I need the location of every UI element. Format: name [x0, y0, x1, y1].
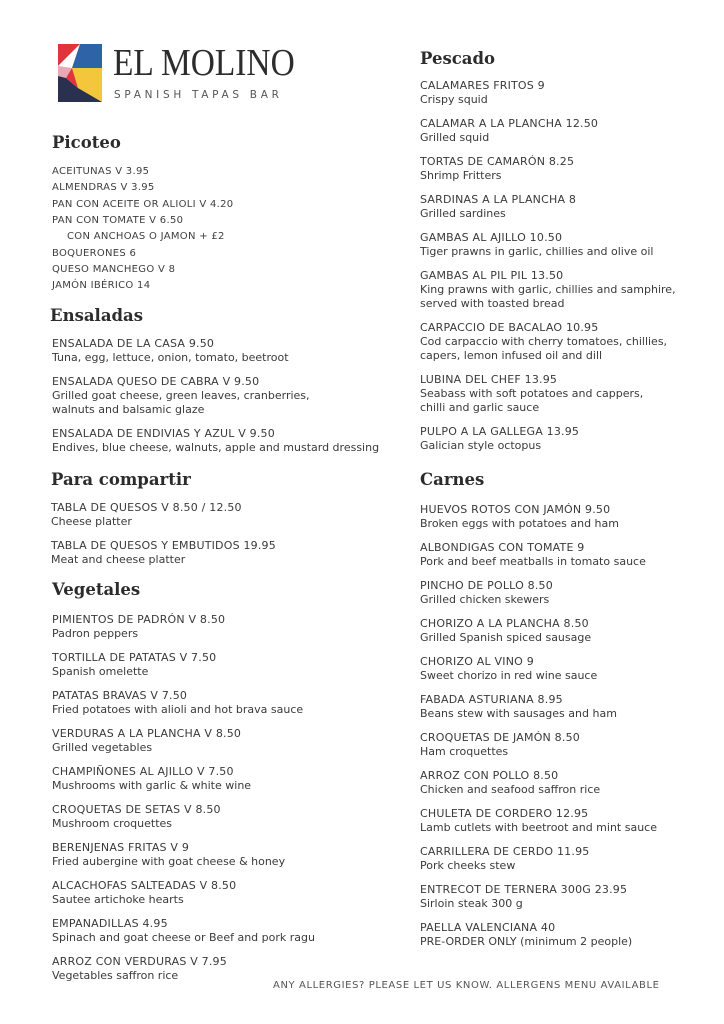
section-picoteo — [52, 134, 233, 295]
item-description: Tuna, egg, lettuce, onion, tomato, beetroot — [52, 351, 289, 365]
menu-item — [420, 731, 690, 759]
item-name: CALAMAR A LA PLANCHA 12.50 — [420, 117, 599, 131]
item-name: PULPO A LA GALLEGA 13.95 — [420, 425, 580, 439]
menu-item — [420, 321, 688, 363]
menu-item — [420, 193, 688, 221]
item-name: FABADA ASTURIANA 8.95 — [420, 693, 563, 707]
menu-item — [420, 883, 690, 911]
allergies-notice: ANY ALLERGIES? PLEASE LET US KNOW. ALLERGENS MENU AVAILABLE — [273, 980, 660, 991]
menu-item — [420, 425, 688, 453]
menu-item — [420, 579, 690, 607]
item-name: HUEVOS ROTOS CON JAMÓN 9.50 — [420, 503, 611, 517]
item-name: ENSALADA DE LA CASA 9.50 — [52, 337, 215, 351]
item-name: GAMBAS AL AJILLO 10.50 — [420, 231, 563, 245]
item-description: Endives, blue cheese, walnuts, apple and mustard dressing — [52, 441, 380, 455]
item-description: PRE-ORDER ONLY (minimum 2 people) — [420, 935, 633, 949]
item-description: Tiger prawns in garlic, chillies and olive oil — [420, 245, 654, 259]
item-name: CHORIZO A LA PLANCHA 8.50 — [420, 617, 589, 631]
section-title: Carnes — [420, 470, 485, 489]
menu-item — [420, 269, 688, 311]
item-description: King prawns with garlic, chillies and samphire, served with toasted bread — [420, 283, 676, 311]
menu-item — [52, 427, 390, 455]
menu-item — [52, 613, 392, 641]
menu-item — [420, 617, 690, 645]
menu-item — [420, 921, 690, 949]
item-name: CALAMARES FRITOS 9 — [420, 79, 545, 93]
menu-item — [52, 955, 392, 983]
section-title: Vegetales — [52, 580, 141, 599]
brand-name: EL MOLINO — [113, 42, 295, 84]
menu-item — [52, 727, 392, 755]
item-description: Broken eggs with potatoes and ham — [420, 517, 619, 531]
menu-item — [420, 117, 688, 145]
item-description: Pork cheeks stew — [420, 859, 516, 873]
item-name: GAMBAS AL PIL PIL 13.50 — [420, 269, 564, 283]
item-name: CHULETA DE CORDERO 12.95 — [420, 807, 589, 821]
item-name: TABLA DE QUESOS Y EMBUTIDOS 19.95 — [51, 539, 276, 553]
item-name: CROQUETAS DE JAMÓN 8.50 — [420, 731, 580, 745]
menu-item — [52, 879, 392, 907]
menu-item — [52, 841, 392, 869]
item-description: Pork and beef meatballs in tomato sauce — [420, 555, 646, 569]
menu-item: PAN CON ACEITE OR ALIOLI V 4.20 — [52, 198, 234, 210]
menu-item — [52, 803, 392, 831]
menu-item: QUESO MANCHEGO V 8 — [52, 263, 176, 275]
item-name: SARDINAS A LA PLANCHA 8 — [420, 193, 577, 207]
section-title: Picoteo — [52, 133, 121, 152]
item-name: TORTILLA DE PATATAS V 7.50 — [52, 651, 217, 665]
item-description: Grilled chicken skewers — [420, 593, 550, 607]
menu-item — [52, 375, 352, 417]
item-description: Chicken and seafood saffron rice — [420, 783, 601, 797]
item-name: ENSALADA DE ENDIVIAS Y AZUL V 9.50 — [52, 427, 275, 441]
item-name: PINCHO DE POLLO 8.50 — [420, 579, 553, 593]
menu-item — [420, 845, 690, 873]
item-description: Cod carpaccio with cherry tomatoes, chillies, capers, lemon infused oil and dill — [420, 335, 668, 363]
section-para-compartir — [51, 471, 391, 577]
menu-item — [420, 541, 690, 569]
item-name: PATATAS BRAVAS V 7.50 — [52, 689, 188, 703]
item-name: BERENJENAS FRITAS V 9 — [52, 841, 190, 855]
item-description: Fried aubergine with goat cheese & honey — [52, 855, 286, 869]
menu-item — [420, 373, 688, 415]
menu-item — [51, 539, 391, 567]
item-name: CHORIZO AL VINO 9 — [420, 655, 534, 669]
menu-item: BOQUERONES 6 — [52, 247, 137, 259]
item-name: TORTAS DE CAMARÓN 8.25 — [420, 155, 575, 169]
item-name: ARROZ CON VERDURAS V 7.95 — [52, 955, 227, 969]
item-name: ENTRECOT DE TERNERA 300G 23.95 — [420, 883, 628, 897]
item-description: Ham croquettes — [420, 745, 509, 759]
menu-item — [420, 693, 690, 721]
item-description: Spanish omelette — [52, 665, 149, 679]
item-description: Beans stew with sausages and ham — [420, 707, 617, 721]
menu-item — [420, 155, 688, 183]
menu-item — [420, 79, 688, 107]
item-name: TABLA DE QUESOS V 8.50 / 12.50 — [51, 501, 242, 515]
brand-tagline: SPANISH TAPAS BAR — [114, 89, 283, 101]
menu-item: JAMÓN IBÉRICO 14 — [52, 280, 151, 292]
section-title: Ensaladas — [50, 306, 144, 325]
section-vegetales — [52, 581, 392, 993]
item-name: ALCACHOFAS SALTEADAS V 8.50 — [52, 879, 237, 893]
menu-item — [52, 337, 390, 365]
section-title: Para compartir — [51, 470, 191, 489]
item-description: Sautee artichoke hearts — [52, 893, 184, 907]
section-carnes — [420, 471, 690, 959]
item-name: EMPANADILLAS 4.95 — [52, 917, 168, 931]
item-description: Grilled sardines — [420, 207, 506, 221]
menu-item — [52, 917, 392, 945]
item-name: CARRILLERA DE CERDO 11.95 — [420, 845, 590, 859]
item-description: Mushroom croquettes — [52, 817, 173, 831]
menu-item — [52, 651, 392, 679]
menu-item: PAN CON TOMATE V 6.50 — [52, 215, 184, 227]
item-description: Grilled goat cheese, green leaves, cranberries, walnuts and balsamic glaze — [52, 389, 310, 417]
item-description: Grilled squid — [420, 131, 490, 145]
item-name: CHAMPIÑONES AL AJILLO V 7.50 — [52, 765, 234, 779]
item-description: Sweet chorizo in red wine sauce — [420, 669, 598, 683]
menu-item: ACEITUNAS V 3.95 — [52, 166, 150, 178]
item-description: Sirloin steak 300 g — [420, 897, 523, 911]
section-ensaladas — [50, 307, 390, 465]
menu-item — [52, 689, 392, 717]
item-description: Meat and cheese platter — [51, 553, 186, 567]
item-name: LUBINA DEL CHEF 13.95 — [420, 373, 558, 387]
menu-item — [420, 503, 690, 531]
item-name: ALBONDIGAS CON TOMATE 9 — [420, 541, 585, 555]
item-name: ARROZ CON POLLO 8.50 — [420, 769, 559, 783]
item-name: PIMIENTOS DE PADRÓN V 8.50 — [52, 613, 226, 627]
item-description: Lamb cutlets with beetroot and mint sauce — [420, 821, 657, 835]
item-description: Fried potatoes with alioli and hot brava sauce — [52, 703, 304, 717]
item-description: Crispy squid — [420, 93, 488, 107]
item-description: Spinach and goat cheese or Beef and pork ragu — [52, 931, 315, 945]
section-pescado — [420, 50, 688, 463]
menu-item: ALMENDRAS V 3.95 — [52, 182, 155, 194]
item-name: CROQUETAS DE SETAS V 8.50 — [52, 803, 221, 817]
item-name: PAELLA VALENCIANA 40 — [420, 921, 556, 935]
windmill-logo-icon — [58, 44, 102, 102]
item-description: Galician style octopus — [420, 439, 542, 453]
item-description: Vegetables saffron rice — [52, 969, 179, 983]
item-name: ENSALADA QUESO DE CABRA V 9.50 — [52, 375, 260, 389]
item-description: Seabass with soft potatoes and cappers, chilli and garlic sauce — [420, 387, 644, 415]
item-name: VERDURAS A LA PLANCHA V 8.50 — [52, 727, 242, 741]
item-description: Mushrooms with garlic & white wine — [52, 779, 252, 793]
menu-item — [51, 501, 391, 529]
item-description: Shrimp Fritters — [420, 169, 502, 183]
menu-item — [52, 765, 392, 793]
menu-item-option: CON ANCHOAS O JAMON + £2 — [67, 231, 225, 243]
item-description: Cheese platter — [51, 515, 132, 529]
item-description: Grilled Spanish spiced sausage — [420, 631, 592, 645]
menu-item — [420, 769, 690, 797]
menu-item — [420, 231, 688, 259]
menu-item — [420, 807, 690, 835]
item-name: CARPACCIO DE BACALAO 10.95 — [420, 321, 599, 335]
item-description: Padron peppers — [52, 627, 139, 641]
item-description: Grilled vegetables — [52, 741, 153, 755]
menu-item — [420, 655, 690, 683]
section-title: Pescado — [420, 49, 496, 68]
